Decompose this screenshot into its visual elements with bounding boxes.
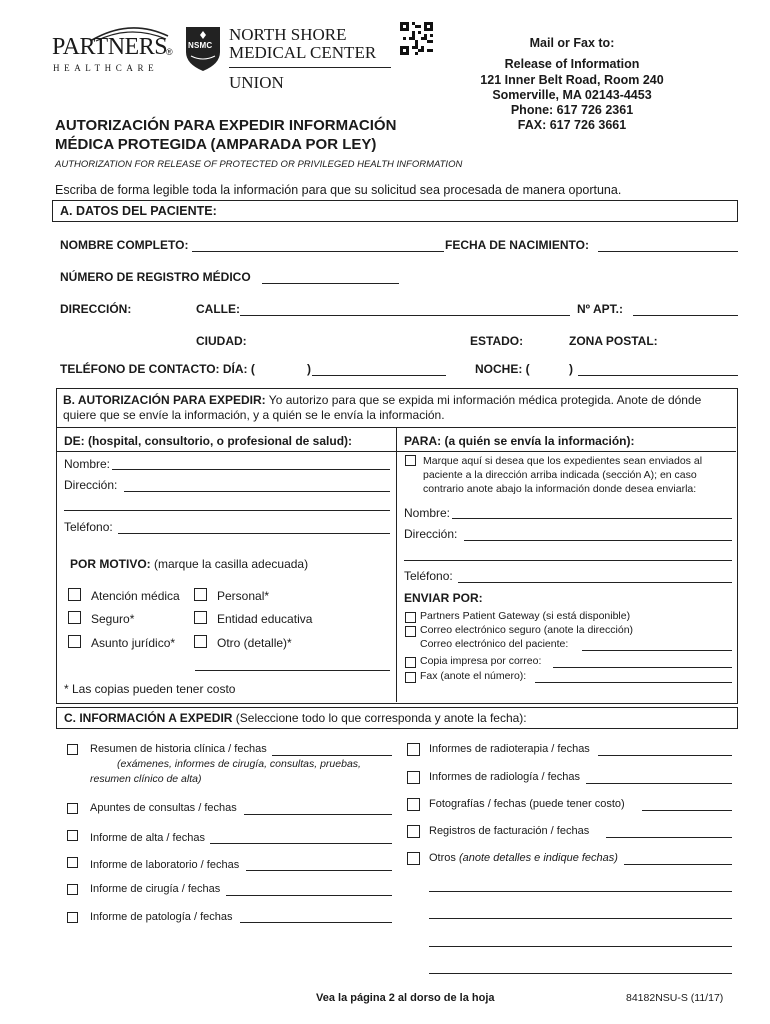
para-nombre-label: Nombre: xyxy=(404,506,451,520)
resumen-historia-checkbox[interactable] xyxy=(67,744,78,755)
calle-field[interactable] xyxy=(240,315,570,316)
para-heading-underline xyxy=(396,451,736,452)
enviar-correo-label: Correo electrónico seguro (anote la dirección) xyxy=(420,624,634,636)
para-nombre-field[interactable] xyxy=(452,518,732,519)
telefono-noche-field[interactable] xyxy=(578,375,738,376)
nsmc-badge-text: NSMC xyxy=(188,41,213,50)
telefono-dia-label: TELÉFONO DE CONTACTO: DÍA: ( xyxy=(60,362,255,376)
section-b-heading-text: Yo autorizo para que se expida mi información médica protegida. Anote de dónde xyxy=(265,393,702,407)
otros-checkbox[interactable] xyxy=(407,852,420,865)
radiologia-field[interactable] xyxy=(586,783,732,784)
informe-cirugia-label: Informe de cirugía / fechas xyxy=(90,883,221,895)
nombre-completo-label: NOMBRE COMPLETO: xyxy=(60,238,189,252)
fotografias-checkbox[interactable] xyxy=(407,798,420,811)
motivo-heading-bold: POR MOTIVO: xyxy=(70,557,151,571)
motivo-seguro-checkbox[interactable] xyxy=(68,611,81,624)
para-check-text xyxy=(423,454,702,496)
radiologia-checkbox[interactable] xyxy=(407,771,420,784)
motivo-juridico-checkbox[interactable] xyxy=(68,635,81,648)
para-heading: PARA: (a quién se envía la información): xyxy=(404,434,635,448)
motivo-otro-field[interactable] xyxy=(195,670,390,671)
informe-laboratorio-field[interactable] xyxy=(246,870,392,871)
informe-alta-label: Informe de alta / fechas xyxy=(90,832,205,844)
motivo-educativa-label: Entidad educativa xyxy=(217,612,313,626)
enviar-correo-paciente-label: Correo electrónico del paciente: xyxy=(420,638,569,650)
informe-cirugia-field[interactable] xyxy=(226,895,392,896)
mail-street: 121 Inner Belt Road, Room 240 xyxy=(480,73,664,87)
motivo-atencion-label: Atención médica xyxy=(91,589,180,603)
mail-heading: Mail or Fax to: xyxy=(529,36,615,50)
informe-laboratorio-label: Informe de laboratorio / fechas xyxy=(90,859,240,871)
enviar-copia-field[interactable] xyxy=(553,667,732,668)
motivo-personal-label: Personal* xyxy=(217,589,270,603)
enviar-correo-field[interactable] xyxy=(582,650,732,651)
para-paciente-checkbox[interactable] xyxy=(405,455,416,466)
form-title-english: AUTHORIZATION FOR RELEASE OF PROTECTED OR PRIVILEGED HEALTH INFORMATION xyxy=(55,159,463,170)
footer-form-number: 84182NSU-S (11/17) xyxy=(626,992,724,1004)
radioterapia-label: Informes de radioterapia / fechas xyxy=(429,743,590,755)
nsmc-shield-icon xyxy=(185,26,221,72)
mail-phone: Phone: 617 726 2361 xyxy=(510,103,634,117)
informe-cirugia-checkbox[interactable] xyxy=(67,884,78,895)
copias-note: * Las copias pueden tener costo xyxy=(64,682,236,696)
partners-reg-mark: ® xyxy=(166,47,173,57)
enviar-fax-checkbox[interactable] xyxy=(405,672,416,683)
motivo-heading xyxy=(70,557,308,571)
para-direccion-label: Dirección: xyxy=(404,527,458,541)
de-direccion-field[interactable] xyxy=(124,491,390,492)
facturacion-label: Registros de facturación / fechas xyxy=(429,825,590,837)
de-direccion-label: Dirección: xyxy=(64,478,118,492)
de-nombre-label: Nombre: xyxy=(64,457,111,471)
form-title-line2: MÉDICA PROTEGIDA (AMPARADA POR LEY) xyxy=(55,136,377,153)
direccion-label: DIRECCIÓN: xyxy=(60,302,132,316)
telefono-dia-paren: ) xyxy=(307,362,311,376)
de-telefono-field[interactable] xyxy=(118,533,390,534)
apuntes-consultas-label: Apuntes de consultas / fechas xyxy=(90,802,237,814)
radioterapia-field[interactable] xyxy=(598,755,732,756)
enviar-copia-checkbox[interactable] xyxy=(405,657,416,668)
nsmc-name-line2: MEDICAL CENTER xyxy=(229,43,377,62)
motivo-juridico-label: Asunto jurídico* xyxy=(91,636,176,650)
para-check-line2: paciente a la dirección arriba indicada (sección A); en caso xyxy=(423,469,697,481)
otros-field-4[interactable] xyxy=(429,946,732,947)
informe-patologia-checkbox[interactable] xyxy=(67,912,78,923)
informe-alta-field[interactable] xyxy=(210,843,392,844)
ciudad-label: CIUDAD: xyxy=(196,334,247,348)
enviar-gateway-label: Partners Patient Gateway (si está disponible) xyxy=(420,610,631,622)
nsmc-divider xyxy=(229,67,391,68)
section-a-heading: A. DATOS DEL PACIENTE: xyxy=(60,204,217,218)
enviar-gateway-checkbox[interactable] xyxy=(405,612,416,623)
otros-label xyxy=(429,852,618,864)
enviar-copia-label: Copia impresa por correo: xyxy=(420,655,542,667)
qr-code-icon xyxy=(400,22,433,55)
section-c-heading xyxy=(64,711,527,725)
enviar-fax-field[interactable] xyxy=(535,682,732,683)
motivo-atencion-checkbox[interactable] xyxy=(68,588,81,601)
nombre-completo-field[interactable] xyxy=(192,251,444,252)
otros-field[interactable] xyxy=(624,864,732,865)
form-title-line1: AUTORIZACIÓN PARA EXPEDIR INFORMACIÓN xyxy=(55,117,397,134)
mail-dept: Release of Information xyxy=(504,57,640,71)
nsmc-name-line1: NORTH SHORE xyxy=(229,25,347,44)
section-b-divider-v xyxy=(396,427,397,702)
resumen-historia-label: Resumen de historia clínica / fechas xyxy=(90,743,267,755)
apuntes-consultas-checkbox[interactable] xyxy=(67,803,78,814)
otros-label-italic: (anote detalles e indique fechas) xyxy=(458,852,618,864)
de-telefono-label: Teléfono: xyxy=(64,520,113,534)
mail-city: Somerville, MA 02143-4453 xyxy=(492,88,652,102)
partners-sub: HEALTHCARE xyxy=(53,63,159,73)
section-b-heading-bold: B. AUTORIZACIÓN PARA EXPEDIR: xyxy=(63,393,266,407)
de-heading: DE: (hospital, consultorio, o profesional de salud): xyxy=(64,434,353,448)
otros-field-5[interactable] xyxy=(429,973,732,974)
informe-patologia-label: Informe de patología / fechas xyxy=(90,911,233,923)
motivo-heading-text: (marque la casilla adecuada) xyxy=(150,557,309,571)
para-check-line3: contrario anote abajo la información donde desea enviarla: xyxy=(423,483,697,495)
fecha-nacimiento-label: FECHA DE NACIMIENTO: xyxy=(445,238,589,252)
apt-field[interactable] xyxy=(633,315,738,316)
telefono-noche-paren: ) xyxy=(569,362,573,376)
apt-label: Nº APT.: xyxy=(577,302,623,316)
apuntes-consultas-field[interactable] xyxy=(244,814,392,815)
partners-name: PARTNERS xyxy=(52,34,168,60)
section-c-heading-text: (Seleccione todo lo que corresponda y anote la fecha): xyxy=(232,711,527,725)
registro-medico-label: NÚMERO DE REGISTRO MÉDICO xyxy=(60,270,251,284)
section-c-heading-bold: C. INFORMACIÓN A EXPEDIR xyxy=(64,711,233,725)
motivo-educativa-checkbox[interactable] xyxy=(194,611,207,624)
enviar-heading: ENVIAR POR: xyxy=(404,591,483,605)
resumen-historia-sub2: resumen clínico de alta) xyxy=(90,773,202,785)
fecha-nacimiento-field[interactable] xyxy=(598,251,738,252)
telefono-dia-field[interactable] xyxy=(312,375,446,376)
estado-label: ESTADO: xyxy=(470,334,524,348)
resumen-historia-sub1: (exámenes, informes de cirugía, consultas, pruebas, xyxy=(117,758,361,770)
instructions-text: Escriba de forma legible toda la información para que su solicitud sea procesada de manera oportuna. xyxy=(55,183,622,197)
enviar-correo-checkbox[interactable] xyxy=(405,626,416,637)
radiologia-label: Informes de radiología / fechas xyxy=(429,771,581,783)
radioterapia-checkbox[interactable] xyxy=(407,743,420,756)
de-direccion-field-2[interactable] xyxy=(64,510,390,511)
motivo-otro-checkbox[interactable] xyxy=(194,635,207,648)
motivo-personal-checkbox[interactable] xyxy=(194,588,207,601)
enviar-fax-label: Fax (anote el número): xyxy=(420,670,527,682)
facturacion-checkbox[interactable] xyxy=(407,825,420,838)
para-telefono-field[interactable] xyxy=(458,582,732,583)
para-direccion-field-2[interactable] xyxy=(404,560,732,561)
de-nombre-field[interactable] xyxy=(112,469,390,470)
calle-label: CALLE: xyxy=(196,302,240,316)
informe-laboratorio-checkbox[interactable] xyxy=(67,857,78,868)
de-heading-underline xyxy=(56,451,396,452)
footer-continue-note: Vea la página 2 al dorso de la hoja xyxy=(316,992,495,1004)
mail-fax: FAX: 617 726 3661 xyxy=(517,118,627,132)
zona-postal-label: ZONA POSTAL: xyxy=(569,334,658,348)
facturacion-field[interactable] xyxy=(606,837,732,838)
informe-alta-checkbox[interactable] xyxy=(67,830,78,841)
fotografias-label: Fotografías / fechas (puede tener costo) xyxy=(429,798,625,810)
registro-medico-field[interactable] xyxy=(262,283,399,284)
informe-patologia-field[interactable] xyxy=(240,922,392,923)
fotografias-field[interactable] xyxy=(642,810,732,811)
motivo-seguro-label: Seguro* xyxy=(91,612,135,626)
nsmc-name-line3: UNION xyxy=(229,73,284,92)
otros-field-3[interactable] xyxy=(429,918,732,919)
section-b-heading-text2: quiere que se envíe la información, y a quién se le envía la información. xyxy=(63,408,445,422)
otros-field-2[interactable] xyxy=(429,891,732,892)
para-telefono-label: Teléfono: xyxy=(404,569,453,583)
motivo-otro-label: Otro (detalle)* xyxy=(217,636,292,650)
partners-logo xyxy=(50,22,180,77)
otros-label-plain: Otros xyxy=(429,852,459,864)
para-check-line1: Marque aquí si desea que los expedientes sean enviados al xyxy=(423,455,703,467)
section-b-heading xyxy=(63,393,733,423)
resumen-historia-field[interactable] xyxy=(272,755,392,756)
para-direccion-field[interactable] xyxy=(464,540,732,541)
telefono-noche-label: NOCHE: ( xyxy=(475,362,530,376)
